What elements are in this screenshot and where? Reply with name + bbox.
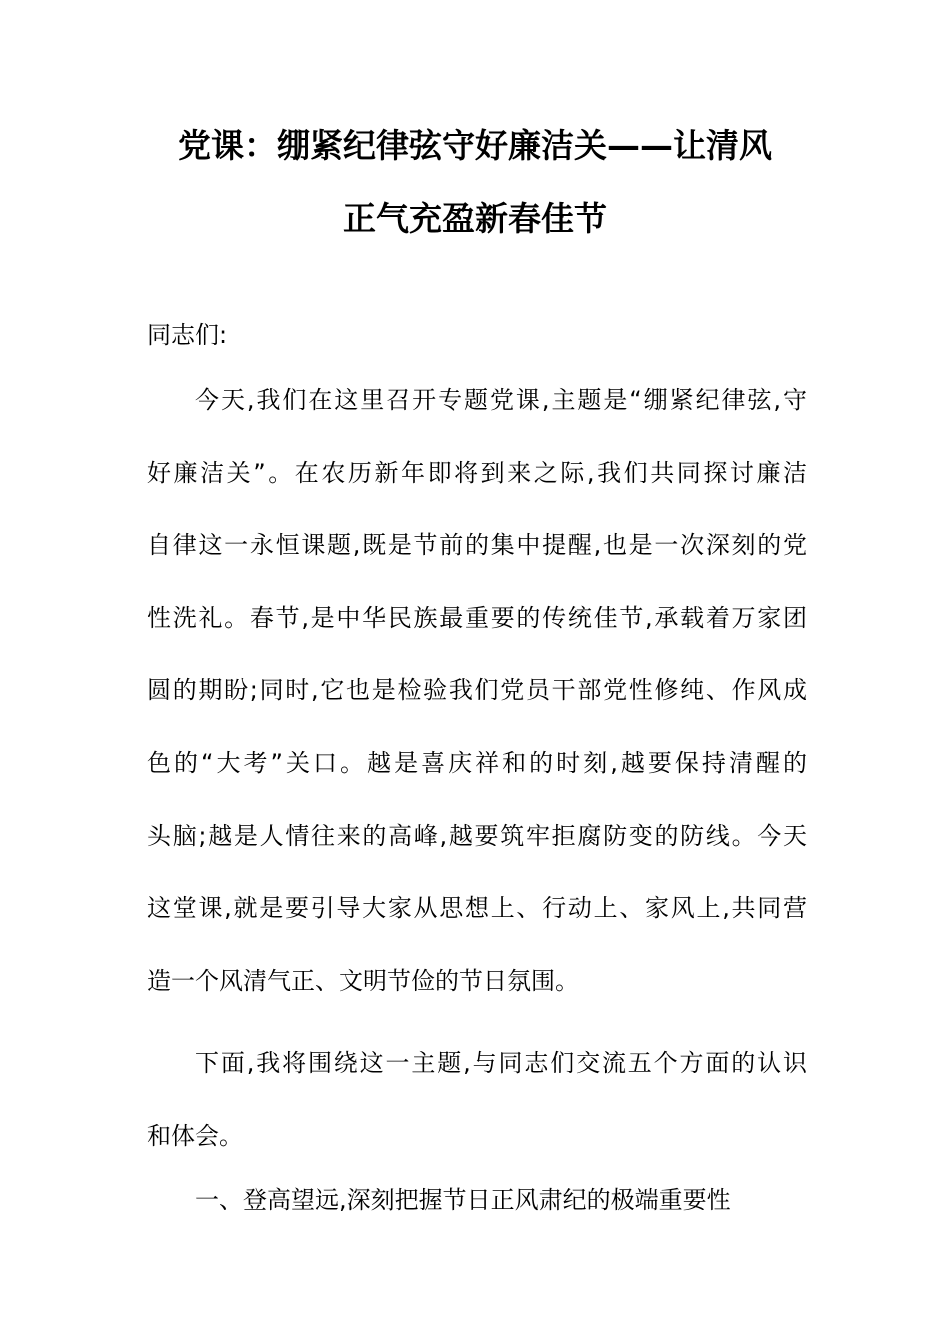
paragraph-line: 头脑;越是人情往来的高峰,越要筑牢拒腐防变的防线。今天	[147, 821, 807, 850]
paragraph-line: 性洗礼。春节,是中华民族最重要的传统佳节,承载着万家团	[147, 603, 807, 632]
paragraph-line: 这堂课,就是要引导大家从思想上、行动上、家风上,共同营	[147, 894, 807, 923]
paragraph-line: 好廉洁关”。在农历新年即将到来之际,我们共同探讨廉洁	[147, 458, 807, 487]
title-line-2: 正气充盈新春佳节	[343, 199, 607, 238]
paragraph-outline	[147, 1027, 807, 1172]
paragraph-line: 自律这一永恒课题,既是节前的集中提醒,也是一次深刻的党	[147, 531, 807, 560]
paragraph-line: 下面,我将围绕这一主题,与同志们交流五个方面的认识	[195, 1049, 807, 1077]
paragraph-line: 圆的期盼;同时,它也是检验我们党员干部党性修纯、作风成	[147, 676, 807, 705]
paragraph-line: 色的“大考”关口。越是喜庆祥和的时刻,越要保持清醒的	[147, 748, 807, 777]
section-heading	[147, 1164, 807, 1237]
salutation	[147, 299, 807, 372]
title-line-1: 党课：绷紧纪律弦守好廉洁关——让清风	[178, 126, 772, 165]
paragraph-line: 今天,我们在这里召开专题党课,主题是“绷紧纪律弦,守	[195, 386, 807, 414]
paragraph-line: 造一个风清气正、文明节俭的节日氛围。	[147, 966, 579, 995]
salutation-text: 同志们:	[147, 321, 228, 349]
paragraph-intro	[147, 364, 807, 1017]
section-heading-text: 一、登高望远,深刻把握节日正风肃纪的极端重要性	[195, 1186, 731, 1214]
document-title	[140, 109, 810, 255]
paragraph-line: 和体会。	[147, 1121, 243, 1150]
